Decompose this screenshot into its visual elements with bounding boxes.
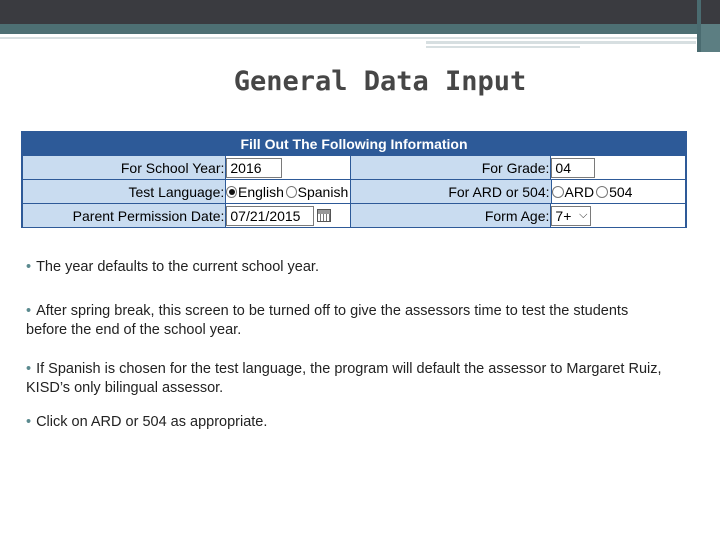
permission-date-input[interactable]: 07/21/2015	[226, 206, 314, 226]
spanish-radio-label: Spanish	[297, 183, 349, 200]
decor-line	[0, 37, 697, 39]
slide-title: General Data Input	[233, 66, 527, 97]
test-language-cell	[226, 180, 350, 203]
bullet-item	[26, 258, 319, 277]
school-year-cell	[226, 156, 350, 179]
form-age-select[interactable]	[551, 206, 591, 226]
form-header: Fill Out The Following Information	[23, 133, 685, 155]
grade-cell	[551, 156, 685, 179]
chevron-down-icon: ⌵	[579, 209, 588, 221]
bullet-marker: •	[26, 361, 32, 377]
grade-input[interactable]: 04	[551, 158, 595, 178]
test-language-label: Test Language:	[23, 180, 225, 203]
permission-date-label: Parent Permission Date:	[23, 204, 225, 227]
form-row-school-year	[23, 156, 685, 179]
form-age-value: 7+	[555, 207, 572, 224]
form-age-label: Form Age:	[351, 204, 550, 227]
english-radio-label: English	[237, 183, 284, 200]
bullet-marker: •	[26, 259, 32, 275]
bullet-text: Click on ARD or 504 as appropriate.	[36, 414, 268, 430]
form-row-permission-date	[23, 204, 685, 227]
ard-radio[interactable]	[552, 186, 564, 198]
form-age-cell	[551, 204, 685, 227]
english-radio[interactable]	[226, 186, 237, 198]
school-year-input[interactable]: 2016	[226, 158, 282, 178]
ard-radio-label: ARD	[564, 183, 595, 200]
top-accent-strip	[697, 0, 701, 52]
form-row-test-language	[23, 180, 685, 203]
decor-line	[426, 41, 696, 44]
bullet-text: After spring break, this screen to be turned off to give the assessors time to test the students before the end of the school year.	[26, 303, 629, 338]
permission-date-cell	[226, 204, 350, 227]
bullet-item	[26, 413, 267, 432]
grade-label: For Grade:	[351, 156, 550, 179]
bullet-text: If Spanish is chosen for the test language, the program will default the assessor to Margaret Ruiz, KISD’s only bilingual assessor.	[26, 361, 662, 396]
top-dark-bar	[0, 0, 697, 24]
bullet-marker: •	[26, 414, 32, 430]
calendar-icon[interactable]	[317, 209, 331, 222]
general-data-form	[21, 131, 687, 228]
ard-504-label: For ARD or 504:	[351, 180, 550, 203]
top-teal-bar-right	[701, 24, 720, 52]
spanish-radio[interactable]	[286, 186, 297, 198]
ard-504-cell	[552, 180, 686, 203]
bullet-item	[26, 302, 666, 340]
bullet-marker: •	[26, 303, 32, 319]
school-year-label: For School Year:	[23, 156, 225, 179]
bullet-text: The year defaults to the current school year.	[36, 259, 319, 275]
bullet-item	[26, 360, 666, 398]
decor-line	[426, 46, 580, 48]
504-radio[interactable]	[596, 186, 608, 198]
top-teal-bar	[0, 24, 697, 34]
504-radio-label: 504	[609, 183, 633, 200]
